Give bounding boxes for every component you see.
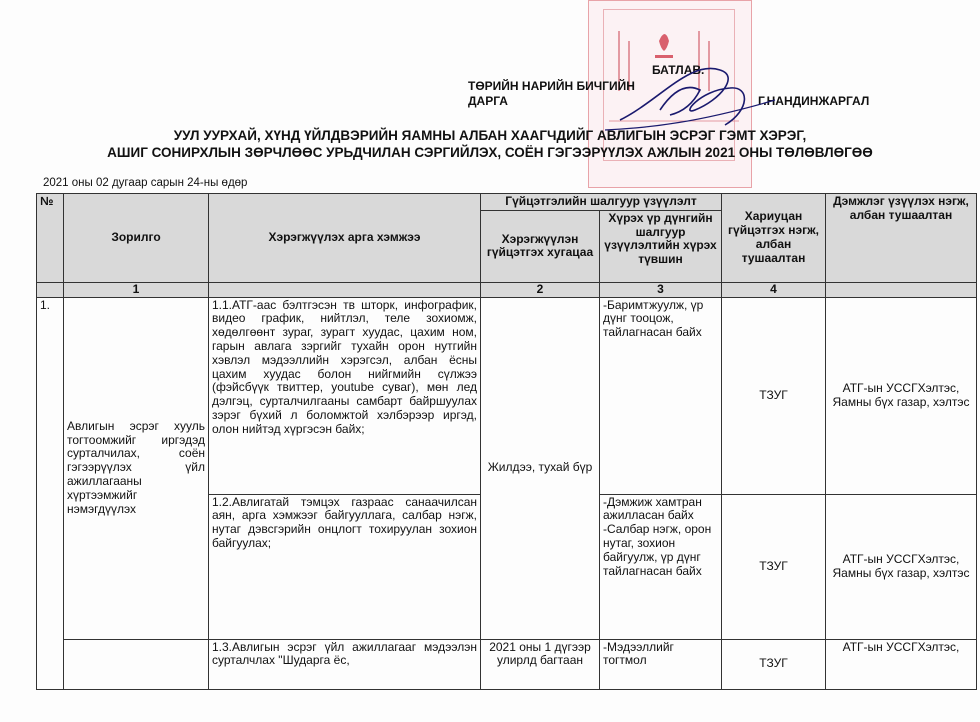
- goal-continued: [64, 639, 209, 689]
- header-number: №: [37, 194, 64, 283]
- document-title-line1: УУЛ УУРХАЙ, ХҮНД ҮЙЛДВЭРИЙН ЯАМНЫ АЛБАН ХААГЧДИЙГ АВЛИГЫН ЭСРЭГ ГЭМТ ХЭРЭГ,: [173, 128, 807, 143]
- header-activity: Хэрэгжүүлэх арга хэмжээ: [209, 194, 481, 283]
- approver-title-line2: ДАРГА: [468, 94, 508, 108]
- activity-1-2: 1.2.Авлигатай тэмцэх газраас санаачилсан аян, арга хэмжээг байгууллага, салбар нэгж, нутаг дэвсгэрийн онцлогт тохируулан зохион байгуулах;: [209, 494, 481, 639]
- approver-name: Г.НАНДИНЖАРГАЛ: [758, 94, 870, 108]
- target-1-3: -Мэдээллийг тогтмол: [600, 639, 722, 689]
- header-deadline: Хэрэгжүүлэн гүйцэтгэх хугацаа: [481, 210, 600, 282]
- activity-1-1: 1.1.АТГ-аас бэлтгэсэн тв шторк, инфографик, видео график, нийтлэл, теле зохиомж, хөдөлгөөнт зураг, зурагт хуудас, цахим ном, гарын авлага зэргийг тухайн орон нутгийн хэвлэл мэдээллийн хэрэгсэл, албан ёсны цахим хуудас болон нийгмийн сүлжээ (фэйсбүүк твиттер, youtube суваг), мөн лед дэлгэц, сурталчилгааны самбарт байршуулах зэрэг бүхий л боломжтой хэлбэрээр иргэд, олон нийтэд хүргэсэн байх;: [209, 297, 481, 494]
- document-date: 2021 оны 02 дугаар сарын 24-ны өдөр: [43, 177, 248, 189]
- responsible-1-1: ТЗУГ: [722, 297, 826, 494]
- header-criteria-group: Гүйцэтгэлийн шалгуур үзүүлэлт: [481, 194, 722, 211]
- support-1-3: АТГ-ын УССГХэлтэс,: [826, 639, 977, 689]
- header-target-level: Хүрэх үр дүнгийн шалгуур үзүүлэлтийн хүрэх түвшин: [600, 210, 722, 282]
- column-number-2: 2: [481, 282, 600, 297]
- responsible-1-2: ТЗУГ: [722, 494, 826, 639]
- row-number: 1.: [37, 297, 64, 689]
- column-number-blank-2: [826, 282, 977, 297]
- handwritten-signature: [600, 40, 780, 140]
- target-1-1: -Баримтжуулж, үр дүнг тооцож, тайлагнасан байх: [600, 297, 722, 494]
- support-1-1: АТГ-ын УССГХэлтэс, Яамны бүх газар, хэлтэс: [826, 297, 977, 494]
- support-1-2: АТГ-ын УССГХэлтэс, Яамны бүх газар, хэлтэс: [826, 494, 977, 639]
- column-number-3: 3: [600, 282, 722, 297]
- approver-title-line1: ТӨРИЙН НАРИЙН БИЧГИЙН: [468, 79, 635, 93]
- column-number-blank: [209, 282, 481, 297]
- goal-text: Авлигын эсрэг хууль тогтоомжийг иргэдэд сурталчилах, соён гэгээрүүлэх үйл ажиллагааны хүртээмжийг нэмэгдүүлэх: [64, 297, 209, 639]
- deadline-shared: Жилдээ, тухай бүр: [481, 297, 600, 639]
- deadline-1-3: 2021 оны 1 дүгээр улирлд багтаан: [481, 639, 600, 689]
- action-plan-table: [36, 193, 977, 690]
- activity-1-3: 1.3.Авлигын эсрэг үйл ажиллагааг мэдээлэн сурталчлах "Шударга ёс,: [209, 639, 481, 689]
- header-goal: Зорилго: [64, 194, 209, 283]
- column-number-4: 4: [722, 282, 826, 297]
- header-support: Дэмжлэг үзүүлэх нэгж, албан тушаалтан: [826, 194, 977, 283]
- header-responsible: Хариуцан гүйцэтгэх нэгж, албан тушаалтан: [722, 194, 826, 283]
- document-title-line2: АШИГ СОНИРХЛЫН ЗӨРЧЛӨӨС УРЬДЧИЛАН СЭРГИЙЛЭХ, СОЁН ГЭГЭЭРҮҮЛЭХ АЖЛЫН 2021 ОНЫ ТӨЛӨВЛӨГӨӨ: [107, 145, 873, 160]
- target-1-2: -Дэмжиж хамтран ажилласан байх -Салбар нэгж, орон нутаг, зохион байгуулж, үр дүнг тайлагнасан байх: [600, 494, 722, 639]
- column-number-0: [37, 282, 64, 297]
- approve-label: БАТЛАВ.: [652, 63, 705, 77]
- column-number-1: 1: [64, 282, 209, 297]
- responsible-1-3: ТЗУГ: [722, 639, 826, 689]
